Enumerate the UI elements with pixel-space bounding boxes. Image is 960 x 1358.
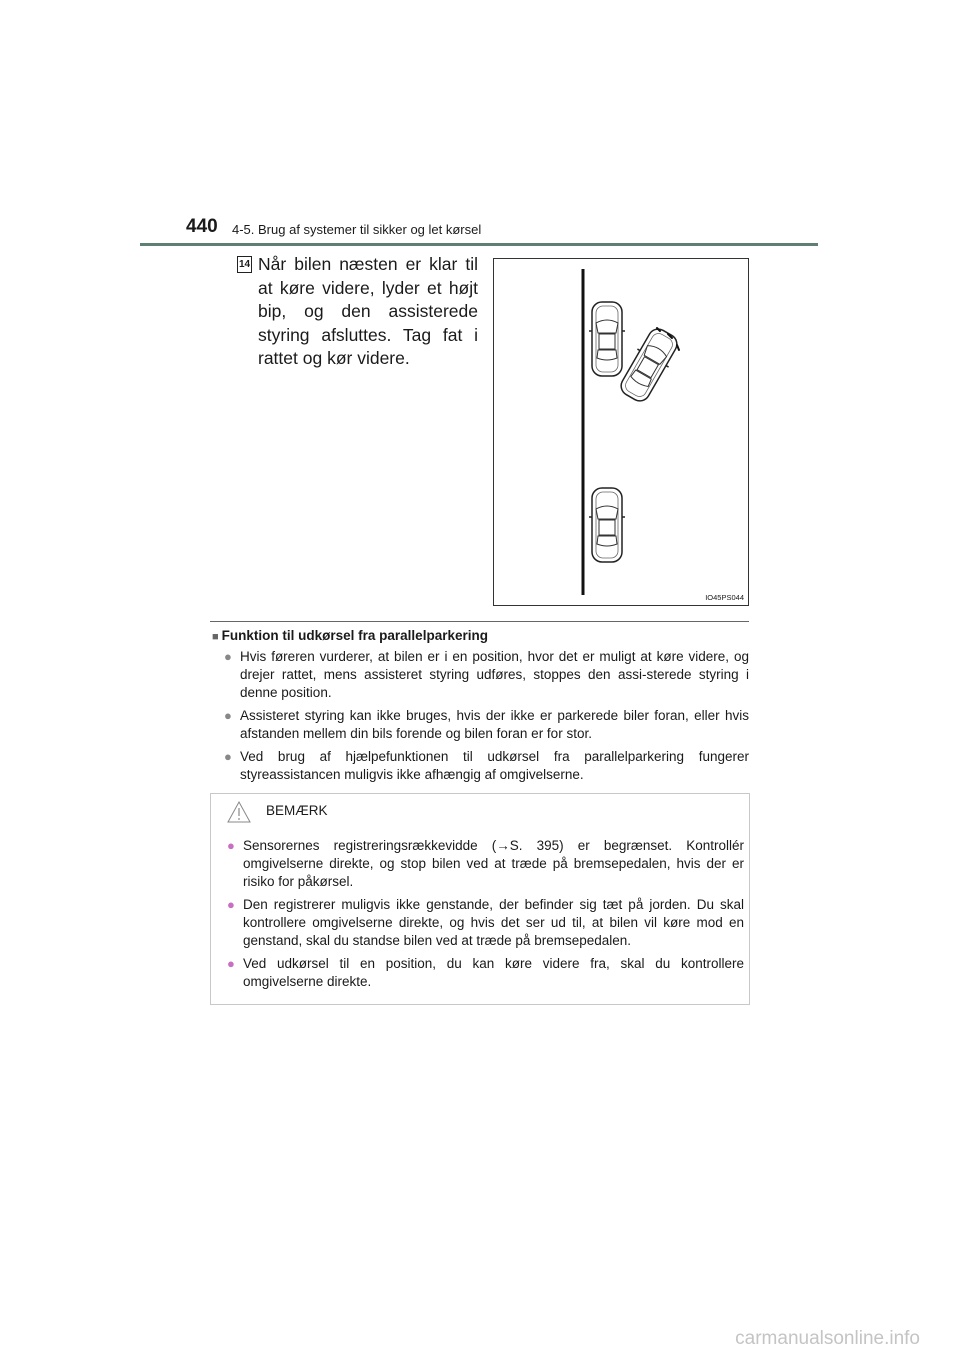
header-rule: [140, 243, 818, 246]
step-badge: 14: [237, 256, 252, 273]
parking-illustration: [493, 258, 749, 606]
parked-car-rear: [589, 488, 625, 562]
list-item: [224, 648, 749, 702]
bullet-dot: ●: [227, 897, 235, 912]
warning-triangle-icon: [226, 800, 252, 824]
list-item-text: Assisteret styring kan ikke bruges, hvis der ikke er parkerede biler foran, eller hvis afstanden mellem din bils forende og bilen foran er for stor.: [240, 708, 749, 741]
note-item: [227, 896, 744, 950]
bullet-dot: ●: [224, 708, 232, 723]
watermark: carmanualsonline.info: [735, 1328, 920, 1349]
parked-car-front: [589, 302, 625, 376]
bullet-dot: ●: [224, 749, 232, 764]
section-heading: [212, 628, 488, 643]
bullet-dot: ●: [224, 649, 232, 664]
list-item: [224, 707, 749, 743]
page-number: 440: [186, 216, 218, 237]
section-bullets: [224, 648, 749, 789]
parking-diagram: [494, 259, 748, 605]
note-box: [210, 793, 750, 1005]
note-item-text: Sensorernes registreringsrækkevidde (→S. 395) er begrænset. Kontrollér omgivelserne direkte, og stop bilen ved at træde på bremsepedalen, hvis der er risiko for påkørsel.: [243, 838, 744, 889]
bullet-dot: ●: [227, 956, 235, 971]
list-item-text: Ved brug af hjælpefunktionen til udkørsel fra parallelparkering fungerer styreassistancen muligvis ikke afhængig af omgivelserne.: [240, 749, 749, 782]
list-item: [224, 748, 749, 784]
section-rule: [210, 621, 749, 622]
note-bullets: [227, 837, 744, 996]
figure-code: IO45PS044: [705, 593, 744, 602]
note-item: [227, 837, 744, 891]
section-marker: ■: [212, 631, 219, 643]
chapter-title: 4-5. Brug af systemer til sikker og let kørsel: [232, 222, 482, 237]
note-item-text: Den registrerer muligvis ikke genstande, der befinder sig tæt på jorden. Du skal kontrollere omgivelserne direkte, og hvis det ser ud til, at bilen vil køre mod en genstand, skal du standse bilen ved at træde på bremsepedalen.: [243, 897, 744, 948]
list-item-text: Hvis føreren vurderer, at bilen er i en position, hvor det er muligt at køre videre, og drejer rattet, mens assisteret styring udføres, stoppes den assi-sterede styring i denne position.: [240, 649, 749, 700]
note-label: BEMÆRK: [266, 803, 328, 818]
section-title: Funktion til udkørsel fra parallelparkering: [221, 628, 488, 643]
step-text: Når bilen næsten er klar til at køre videre, lyder et højt bip, og den assisterede styring afsluttes. Tag fat i rattet og kør videre.: [258, 254, 478, 368]
bullet-dot: ●: [227, 838, 235, 853]
note-item: [227, 955, 744, 991]
own-car-turning: [615, 324, 683, 406]
note-item-text: Ved udkørsel til en position, du kan køre videre fra, skal du kontrollere omgivelserne direkte.: [243, 956, 744, 989]
